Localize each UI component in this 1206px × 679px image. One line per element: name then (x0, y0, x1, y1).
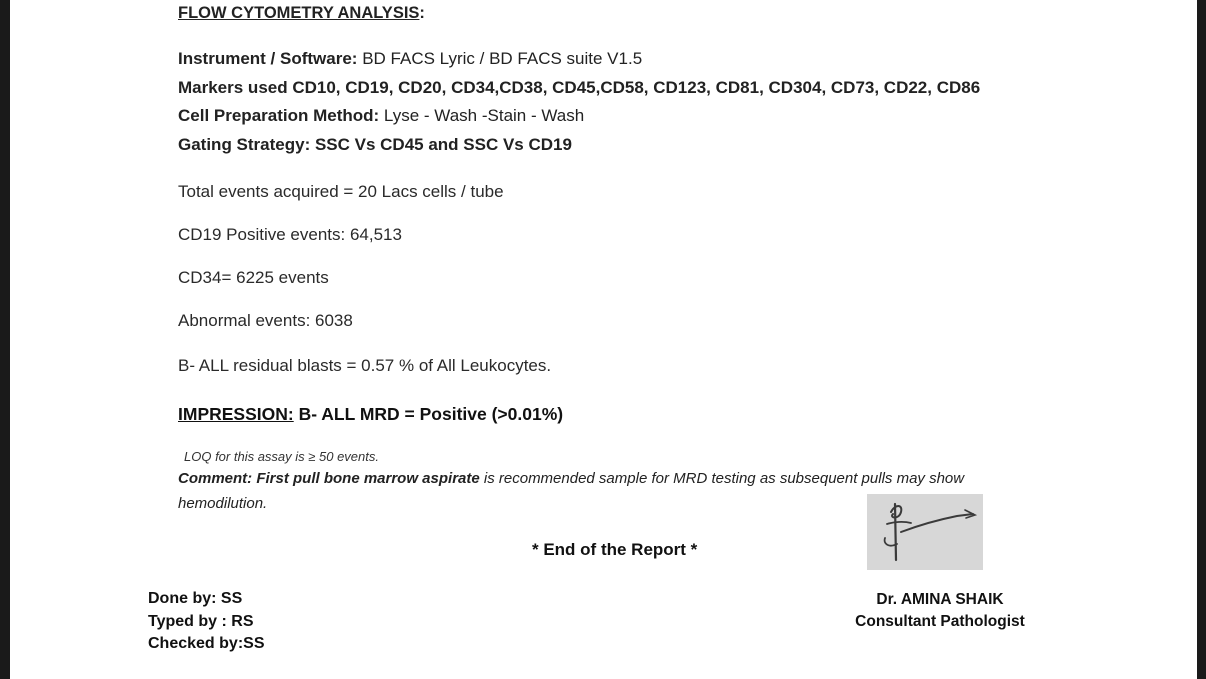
impression-label: IMPRESSION: (178, 404, 294, 424)
loq-note: LOQ for this assay is ≥ 50 events. (184, 449, 379, 464)
checked-by: Checked by:SS (148, 635, 265, 652)
signature-scribble (867, 494, 983, 570)
abnormal-events: Abnormal events: 6038 (178, 311, 353, 330)
report-page (10, 0, 1197, 679)
section-title-colon: : (419, 4, 425, 22)
comment-text: is recommended sample for MRD testing as subsequent pulls may show (479, 470, 965, 487)
comment-continuation: hemodilution. (178, 495, 268, 512)
gating-row (178, 135, 572, 155)
markers-row (178, 78, 980, 98)
typed-by: Typed by : RS (148, 613, 254, 630)
gating-text: Gating Strategy: SSC Vs CD45 and SSC Vs CD19 (178, 135, 572, 154)
cell-prep-row (178, 106, 584, 126)
instrument-label: Instrument / Software: (178, 49, 358, 68)
doctor-title: Consultant Pathologist (855, 613, 1025, 630)
cell-prep-label: Cell Preparation Method: (178, 106, 380, 125)
section-title-text: FLOW CYTOMETRY ANALYSIS (178, 4, 420, 22)
cd34-events: CD34= 6225 events (178, 268, 329, 287)
done-by: Done by: SS (148, 590, 243, 607)
residual-blasts: B- ALL residual blasts = 0.57 % of All Leukocytes. (178, 356, 552, 375)
total-events: Total events acquired = 20 Lacs cells / tube (178, 182, 504, 201)
impression-value: B- ALL MRD = Positive (>0.01%) (293, 404, 564, 424)
impression (178, 404, 563, 425)
signature-image (867, 494, 983, 570)
cell-prep-value: Lyse - Wash -Stain - Wash (379, 106, 585, 125)
comment-label: Comment: First pull bone marrow aspirate (178, 470, 480, 487)
end-of-report: * End of the Report * (532, 540, 698, 559)
markers-text: Markers used CD10, CD19, CD20, CD34,CD38, CD45,CD58, CD123, CD81, CD304, CD73, CD22, CD86 (178, 78, 981, 97)
instrument-value: BD FACS Lyric / BD FACS suite V1.5 (357, 49, 643, 68)
cd19-events: CD19 Positive events: 64,513 (178, 225, 402, 244)
section-title (178, 4, 425, 23)
instrument-row (178, 49, 642, 69)
comment (178, 470, 964, 487)
doctor-name: Dr. AMINA SHAIK (876, 591, 1004, 608)
window-edge (1197, 0, 1206, 679)
